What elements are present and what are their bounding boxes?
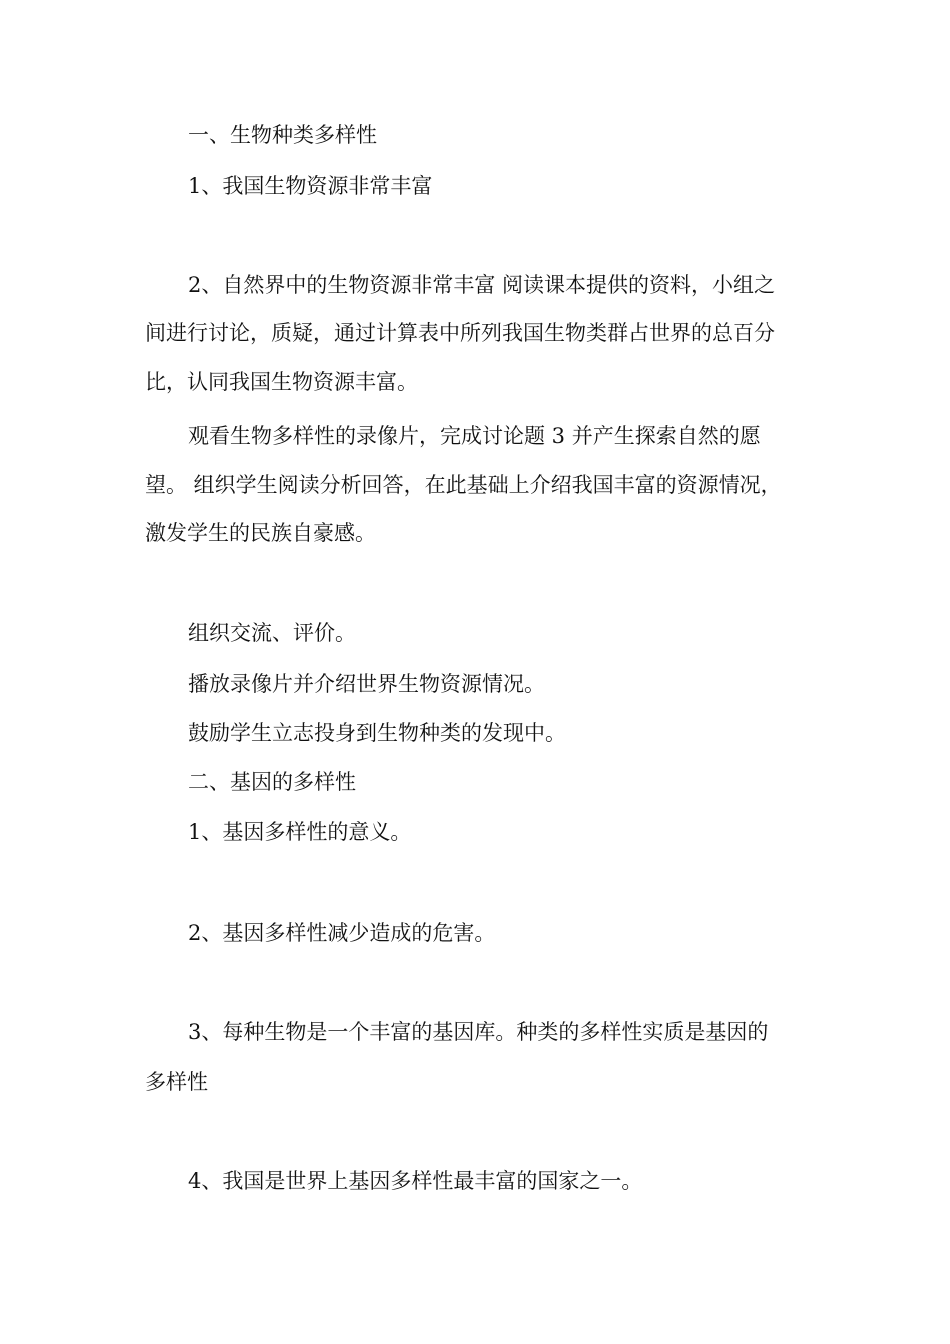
item-3-gene-bank: 3、每种生物是一个丰富的基因库。种类的多样性实质是基因的: [188, 1020, 769, 1044]
paragraph-line: 比，认同我国生物资源丰富。: [145, 370, 418, 394]
paragraph-line: 间进行讨论，质疑，通过计算表中所列我国生物类群占世界的总百分: [145, 321, 775, 345]
paragraph-line: 鼓励学生立志投身到生物种类的发现中。: [188, 721, 566, 745]
item-2-gene-harm: 2、基因多样性减少造成的危害。: [188, 921, 496, 945]
paragraph-line: 组织交流、评价。: [188, 621, 356, 645]
paragraph-line: 观看生物多样性的录像片，完成讨论题 3 并产生探索自然的愿: [188, 424, 761, 448]
item-4-china-gene-rich: 4、我国是世界上基因多样性最丰富的国家之一。: [188, 1169, 643, 1193]
item-1-rich-resources: 1、我国生物资源非常丰富: [188, 174, 433, 198]
paragraph-line: 播放录像片并介绍世界生物资源情况。: [188, 672, 545, 696]
paragraph-line: 2、自然界中的生物资源非常丰富 阅读课本提供的资料，小组之: [188, 273, 776, 297]
paragraph-line: 激发学生的民族自豪感。: [145, 521, 376, 545]
heading-gene-diversity: 二、基因的多样性: [188, 770, 356, 794]
heading-species-diversity: 一、生物种类多样性: [188, 123, 377, 147]
paragraph-line: 望。 组织学生阅读分析回答，在此基础上介绍我国丰富的资源情况，: [145, 473, 782, 497]
paragraph-line: 多样性: [145, 1070, 208, 1094]
item-1-gene-meaning: 1、基因多样性的意义。: [188, 820, 412, 844]
